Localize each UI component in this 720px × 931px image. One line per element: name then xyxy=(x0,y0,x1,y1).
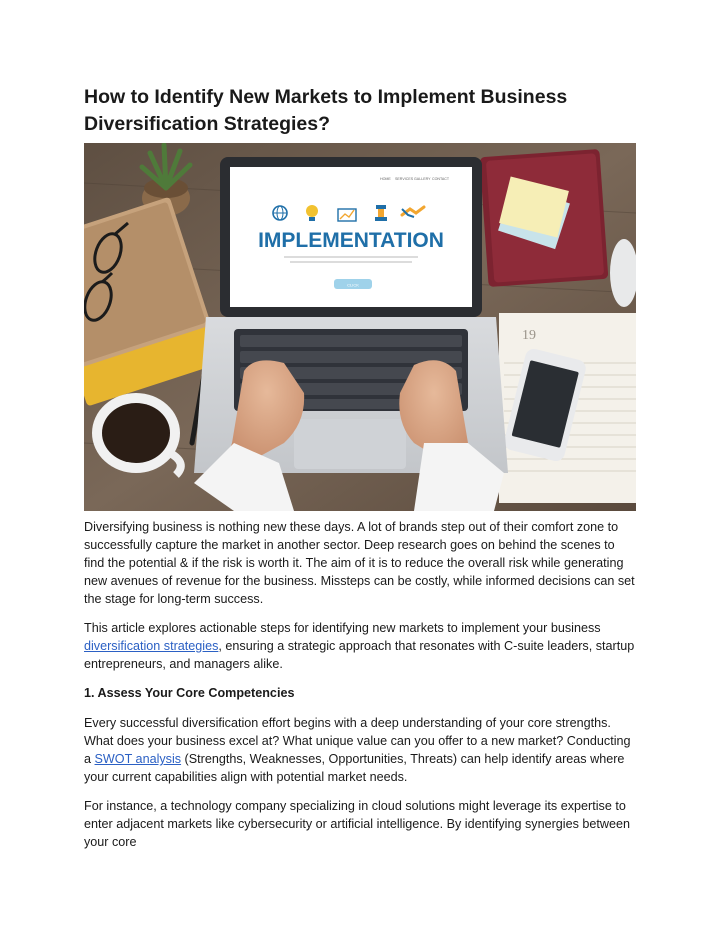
notebook-number: 19 xyxy=(522,328,536,343)
screen-nav-contact: CONTACT xyxy=(432,177,450,181)
paragraph-example: For instance, a technology company specializing in cloud solutions might leverage its expertise to enter adjacent markets like cybersecurity or artificial intelligence. By identifying synergies between your core xyxy=(84,799,630,849)
paragraph-overview: This article explores actionable steps for identifying new markets to implement your business diversification strategies, ensuring a strategic approach that resonates with C-suite leaders, startup entrepreneurs, and managers alike. xyxy=(84,621,635,671)
screen-nav-home: HOME xyxy=(380,177,391,181)
paragraph-intro: Diversifying business is nothing new these days. A lot of brands step out of their comfort zone to successfully capture the market in another sector. Deep research goes on behind the scenes to find the potential & if the risk is worth it. The aim of it is to reduce the overall risk while generating new avenues of revenue for the business. Missteps can be costly, while informed decisions can set the stage for long-term success. xyxy=(84,520,635,606)
paragraph-swot: Every successful diversification effort begins with a deep understanding of your core strengths. What does your business excel at? What unique value can you offer to a new market? Conducting a SWOT analysis (Strengths, Weaknesses, Opportunities, Threats) can help identify areas where your current capabilities align with potential market needs. xyxy=(84,716,631,784)
diversification-strategies-link[interactable]: diversification strategies xyxy=(84,639,219,653)
screen-heading: IMPLEMENTATION xyxy=(258,229,444,252)
screen-nav-gallery: GALLERY xyxy=(414,177,431,181)
swot-analysis-link[interactable]: SWOT analysis xyxy=(94,752,182,766)
article-body xyxy=(84,518,636,862)
section-heading-core-competencies: 1. Assess Your Core Competencies xyxy=(84,686,295,700)
screen-nav-services: SERVICES xyxy=(395,177,414,181)
hero-image xyxy=(84,143,636,511)
article-title: How to Identify New Markets to Implement Business Diversification Strategies? xyxy=(84,86,568,135)
svg-text:CLICK: CLICK xyxy=(347,282,359,288)
